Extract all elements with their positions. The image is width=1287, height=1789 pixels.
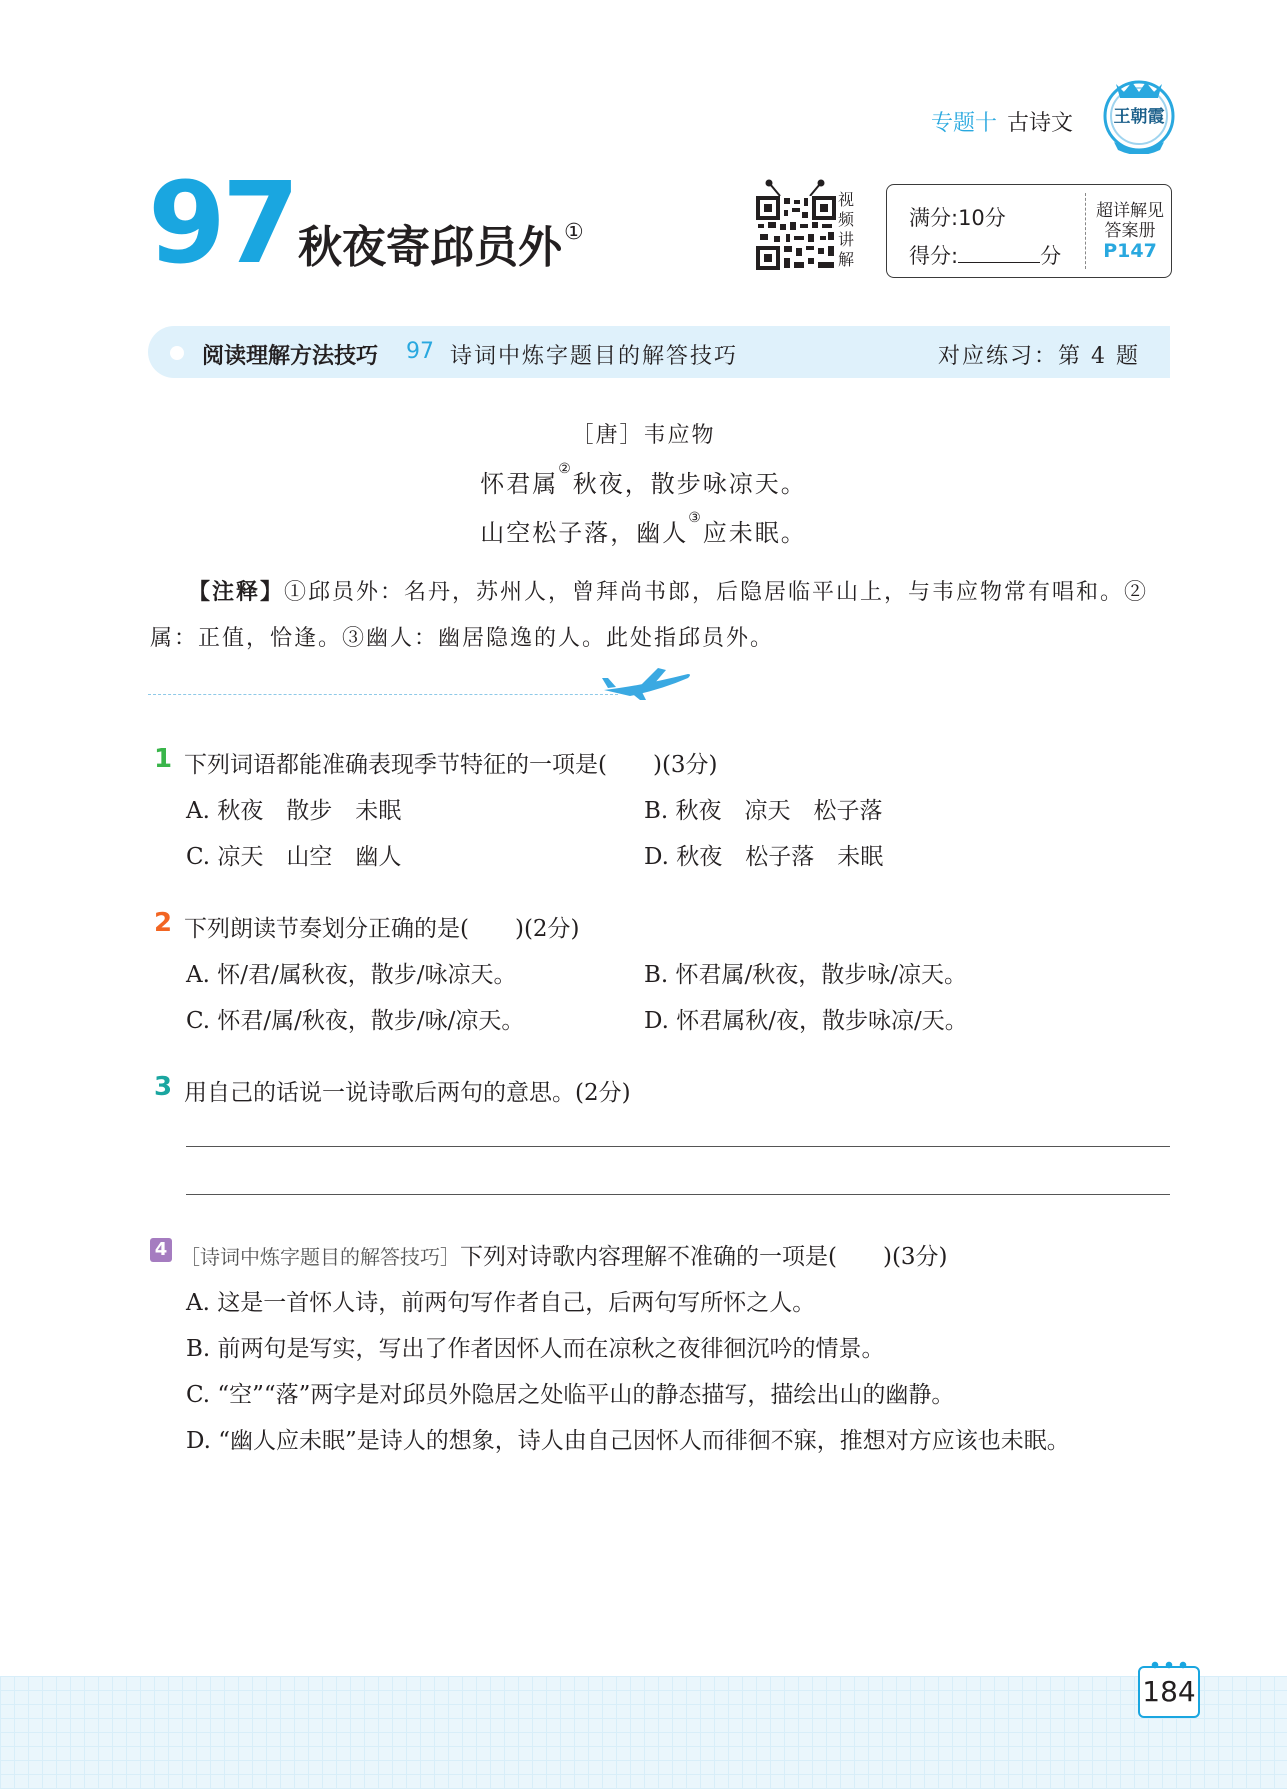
option-b[interactable]: B. 秋夜 凉天 松子落 xyxy=(644,798,883,824)
answer-ref-line1: 超详解见 xyxy=(1096,201,1164,221)
lesson-number: 97 xyxy=(148,159,296,289)
question-number: 4 xyxy=(150,1238,172,1262)
full-score: 满分:10分 xyxy=(909,206,1006,230)
topic-name: 古诗文 xyxy=(1006,111,1073,136)
airplane-icon xyxy=(600,666,692,702)
page-number-text: 184 xyxy=(1142,1675,1196,1708)
question-text: 下列词语都能准确表现季节特征的一项是( )(3分) xyxy=(184,752,718,778)
score-box xyxy=(886,184,1172,278)
calendar-rings-icon xyxy=(1148,1661,1190,1669)
option-a[interactable]: A. 怀/君/属秋夜，散步/咏凉天。 xyxy=(186,962,517,988)
answer-reference xyxy=(1090,201,1170,261)
poem-line-1-part-a: 怀君属 xyxy=(480,470,559,498)
poem-note-marker: ③ xyxy=(688,510,703,526)
question-number: 3 xyxy=(154,1072,173,1102)
question-tag-text: ［诗词中炼字题目的解答技巧］ xyxy=(180,1245,460,1269)
option-c[interactable]: C. 怀君/属/秋夜，散步/咏/凉天。 xyxy=(186,1008,525,1034)
question-number: 2 xyxy=(154,908,173,938)
score-label: 得分: xyxy=(909,244,959,268)
tip-title: 阅读理解方法技巧 xyxy=(202,344,379,369)
poem-notes xyxy=(150,570,1172,662)
method-tip-bar xyxy=(148,326,1170,378)
poem-line-2-part-b: 应未眠。 xyxy=(702,519,807,547)
answer-line[interactable] xyxy=(186,1194,1170,1195)
notes-text: ①邱员外：名丹，苏州人，曾拜尚书郎，后隐居临平山上，与韦应物常有唱和。②属：正值，恰逢。③幽人：幽居隐逸的人。此处指邱员外。 xyxy=(150,580,1149,651)
answer-line[interactable] xyxy=(186,1146,1170,1147)
lesson-title-note: ① xyxy=(564,220,584,245)
score-info xyxy=(909,199,1061,275)
poem-line-1-part-b: 秋夜，散步咏凉天。 xyxy=(572,470,807,498)
poem-line-2 xyxy=(0,510,1287,548)
option-d[interactable]: D. 怀君属秋/夜，散步咏凉/天。 xyxy=(644,1008,968,1034)
lesson-title-text: 秋夜寄邱员外 xyxy=(298,222,562,273)
bullet-dot-icon xyxy=(170,346,184,360)
tip-practice: 对应练习：第 4 题 xyxy=(938,344,1140,369)
question-number: 1 xyxy=(154,744,173,774)
answer-page: P147 xyxy=(1103,240,1157,262)
question-text: 下列对诗歌内容理解不准确的一项是( )(3分) xyxy=(460,1244,948,1270)
topic-label: 专题十 xyxy=(930,111,997,136)
option-d[interactable]: D. “幽人应未眠”是诗人的想象，诗人由自己因怀人而徘徊不寐，推想对方应该也未眠。 xyxy=(186,1428,1070,1454)
video-lecture-label[interactable]: 视频讲解 xyxy=(838,190,855,269)
poem-line-1 xyxy=(0,461,1287,499)
footer-grid-band xyxy=(0,1676,1287,1789)
brand-badge-logo xyxy=(1098,72,1180,154)
tip-number: 97 xyxy=(406,339,434,364)
option-b[interactable]: B. 怀君属/秋夜，散步咏/凉天。 xyxy=(644,962,968,988)
score-field[interactable] xyxy=(909,237,1061,275)
tip-topic: 诗词中炼字题目的解答技巧 xyxy=(450,344,739,369)
lesson-title xyxy=(298,220,584,273)
question-text: 用自己的话说一说诗歌后两句的意思。(2分) xyxy=(184,1080,631,1106)
page-number xyxy=(1138,1666,1200,1718)
poem-line-2-part-a: 山空松子落，幽人 xyxy=(480,519,689,547)
option-c[interactable]: C. 凉天 山空 幽人 xyxy=(186,844,402,870)
poem-author: ［唐］韦应物 xyxy=(571,423,716,448)
question-tag xyxy=(180,1238,948,1271)
answer-ref-line2: 答案册 xyxy=(1104,221,1156,241)
score-unit: 分 xyxy=(1040,244,1062,268)
question-text: 下列朗读节奏划分正确的是( )(2分) xyxy=(184,916,580,942)
option-a[interactable]: A. 这是一首怀人诗，前两句写作者自己，后两句写所怀之人。 xyxy=(186,1290,816,1316)
section-divider xyxy=(148,694,618,695)
topic-breadcrumb xyxy=(931,106,1073,137)
notes-heading: 【注释】 xyxy=(188,580,285,605)
poem-note-marker: ② xyxy=(558,461,573,477)
score-blank[interactable] xyxy=(958,246,1040,263)
svg-text:王朝霞: 王朝霞 xyxy=(1113,107,1165,127)
qr-code-icon[interactable] xyxy=(754,178,838,274)
option-c[interactable]: C. “空”“落”两字是对邱员外隐居之处临平山的静态描写，描绘出山的幽静。 xyxy=(186,1382,955,1408)
score-divider xyxy=(1085,193,1086,269)
option-a[interactable]: A. 秋夜 散步 未眠 xyxy=(186,798,402,824)
option-b[interactable]: B. 前两句是写实，写出了作者因怀人而在凉秋之夜徘徊沉吟的情景。 xyxy=(186,1336,885,1362)
option-d[interactable]: D. 秋夜 松子落 未眠 xyxy=(644,844,884,870)
